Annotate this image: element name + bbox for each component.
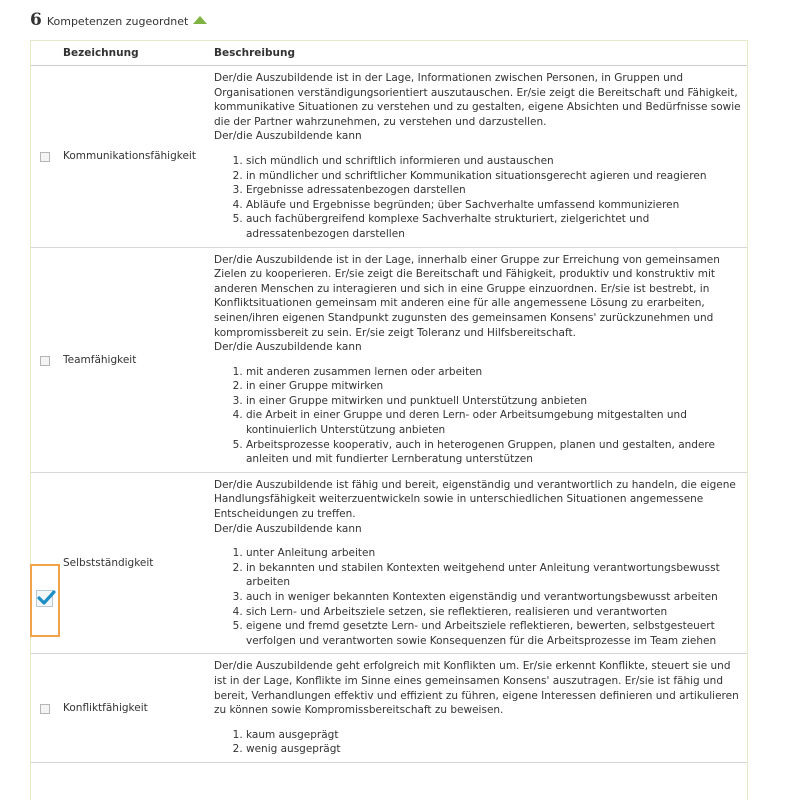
table-row <box>31 654 748 763</box>
level-item: 3. Ergebnisse adressatenbezogen darstellen <box>246 183 745 198</box>
select-cell <box>31 654 59 763</box>
table-row <box>31 472 748 654</box>
level-item: 2. wenig ausgeprägt <box>246 742 745 757</box>
select-cell <box>31 247 59 472</box>
level-list <box>214 154 745 242</box>
level-item: 3. in einer Gruppe mitwirken und punktuell Unterstützung anbieten <box>246 394 745 409</box>
level-item: 5. auch fachübergreifend komplexe Sachverhalte strukturiert, zielgerichtet und adressatenbezogen darstellen <box>246 212 745 241</box>
competence-checkbox-team[interactable] <box>40 356 50 366</box>
check-mark-icon <box>36 587 56 607</box>
description-lead-in: Der/die Auszubildende kann <box>214 130 362 143</box>
competence-description <box>214 472 748 654</box>
competence-checkbox-kommunikation[interactable] <box>40 152 50 162</box>
table-row <box>31 247 748 472</box>
level-item: 1. kaum ausgeprägt <box>246 728 745 743</box>
level-item: 5. Arbeitsprozesse kooperativ, auch in heterogenen Gruppen, planen und gestalten, andere anleiten und mit fundierter Lernberatung unterstützen <box>246 438 745 467</box>
column-header-description: Beschreibung <box>214 41 748 66</box>
competence-table-container <box>30 40 748 800</box>
table-row <box>31 66 748 248</box>
assigned-competences-header <box>30 10 207 30</box>
select-cell <box>31 66 59 248</box>
competence-checkbox-selbststaendigkeit[interactable] <box>36 590 53 607</box>
level-item: 2. in bekannten und stabilen Kontexten weitgehend unter Anleitung verantwortungsbewusst arbeiten <box>246 561 745 590</box>
competence-name: Konfliktfähigkeit <box>59 654 214 763</box>
level-list <box>214 365 745 467</box>
competence-checkbox-konflikt[interactable] <box>40 704 50 714</box>
column-header-select <box>31 41 59 66</box>
select-cell <box>31 472 59 654</box>
column-header-name: Bezeichnung <box>59 41 214 66</box>
competence-description <box>214 66 748 248</box>
level-list <box>214 546 745 648</box>
level-item: 2. in mündlicher und schriftlicher Kommunikation situationsgerecht agieren und reagieren <box>246 169 745 184</box>
level-item: 3. auch in weniger bekannten Kontexten eigenständig und verantwortungsbewusst arbeiten <box>246 590 745 605</box>
level-item: 1. unter Anleitung arbeiten <box>246 546 745 561</box>
description-paragraph: Der/die Auszubildende geht erfolgreich mit Konflikten um. Er/sie erkennt Konflikte, steuert sie und ist in der Lage, Konflikte im Sinne eines gemeinsamen Konsens' auszutragen. Er/sie ist fähig und bereit, Verhandlungen effektiv und effizient zu führen, eigene Interessen definieren und artikulieren zu können sowie Kompromissbereitschaft zu beweisen. <box>214 660 739 717</box>
level-item: 5. eigene und fremd gesetzte Lern- und Arbeitsziele reflektieren, bewerten, selbstgesteuert verfolgen und verantworten sowie Konsequenzen für die Arbeitsprozesse im Team ziehen <box>246 619 745 648</box>
competence-name: Selbstständigkeit <box>59 472 214 654</box>
level-list <box>214 728 745 757</box>
competence-description <box>214 654 748 763</box>
level-item: 1. sich mündlich und schriftlich informieren und austauschen <box>246 154 745 169</box>
description-paragraph: Der/die Auszubildende ist fähig und bereit, eigenständig und verantwortlich zu handeln, die eigene Handlungsfähigkeit weiterzuentwickeln sowie in unterschiedlichen Situationen angemessene Entscheidungen zu treffen. <box>214 478 736 521</box>
description-lead-in: Der/die Auszubildende kann <box>214 341 362 354</box>
competence-count-label: Kompetenzen zugeordnet <box>46 15 189 28</box>
description-paragraph: Der/die Auszubildende ist in der Lage, innerhalb einer Gruppe zur Erreichung von gemeinsamen Zielen zu kooperieren. Er/sie zeigt die Bereitschaft und Fähigkeit, produktiv und konstruktiv mit anderen Menschen zu interagieren und sich in eine Gruppe einzuordnen. Er/sie ist bestrebt, in Konfliktsituationen gemeinsam mit anderen eine für alle angemessene Lösung zu erarbeiten, seinen/ihren eigenen Standpunkt zugunsten des gemeinsamen Konsens' zurückzunehmen und kompromissbereit zu sein. Er/sie zeigt Toleranz und Hilfsbereitschaft. <box>214 253 720 339</box>
level-item: 4. Abläufe und Ergebnisse begründen; über Sachverhalte umfassend kommunizieren <box>246 198 745 213</box>
level-item: 4. sich Lern- und Arbeitsziele setzen, sie reflektieren, realisieren und verantworten <box>246 605 745 620</box>
description-lead-in: Der/die Auszubildende kann <box>214 522 362 535</box>
level-item: 4. die Arbeit in einer Gruppe und deren Lern- oder Arbeitsumgebung mitgestalten und kontinuierlich Unterstützung anbieten <box>246 408 745 437</box>
level-item: 2. in einer Gruppe mitwirken <box>246 379 745 394</box>
competence-table <box>31 41 748 763</box>
competence-name: Kommunikationsfähigkeit <box>59 66 214 248</box>
level-item: 1. mit anderen zusammen lernen oder arbeiten <box>246 365 745 380</box>
competence-name: Teamfähigkeit <box>59 247 214 472</box>
collapse-arrow-up-icon[interactable] <box>193 16 207 24</box>
competence-description <box>214 247 748 472</box>
table-header-row <box>31 41 748 66</box>
competence-count: 6 <box>30 10 42 30</box>
description-paragraph: Der/die Auszubildende ist in der Lage, Informationen zwischen Personen, in Gruppen und Organisationen verständigungsorientiert auszutauschen. Er/sie zeigt die Bereitschaft und Fähigkeit, kommunikative Situationen zu verstehen und zu gestalten, eigene Absichten und Bedürfnisse sowie die der Partner wahrzunehmen, zu verstehen und darzustellen. <box>214 72 741 128</box>
